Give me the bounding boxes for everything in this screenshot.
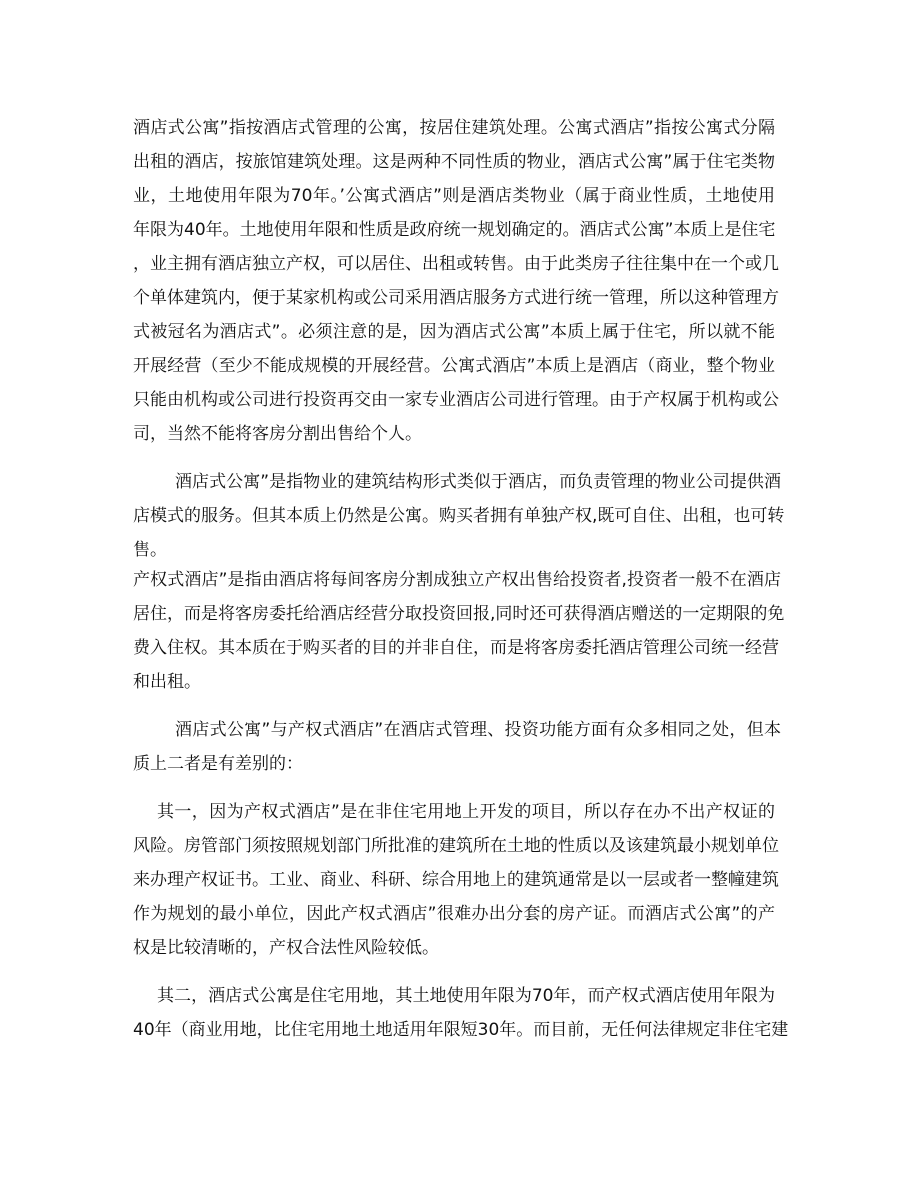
text-line: 和出租。 [133, 672, 201, 692]
text-line: 其一，因为产权式酒店”是在非住宅用地上开发的项目，所以存在办不出产权证的 [157, 802, 775, 822]
text-line: 质上二者是有差别的： [133, 754, 303, 774]
text-line: 个单体建筑内，便于某家机构或公司采用酒店服务方式进行统一管理，所以这种管理方 [133, 288, 779, 308]
text-line: 酒店式公寓”是指物业的建筑结构形式类似于酒店，而负责管理的物业公司提供酒 [175, 472, 781, 492]
text-line: 司，当然不能将客房分割出售给个人。 [133, 424, 422, 444]
text-line: 居住，而是将客房委托给酒店经营分取投资回报,同时还可获得酒店赠送的一定期限的免 [133, 604, 785, 624]
text-line: 店模式的服务。但其本质上仍然是公寓。购买者拥有单独产权,既可自住、出租，也可转 [133, 506, 785, 526]
text-line: 权是比较清晰的，产权合法性风险较低。 [133, 938, 439, 958]
text-line: 来办理产权证书。工业、商业、科研、综合用地上的建筑通常是以一层或者一整幢建筑 [133, 870, 779, 890]
text-line: 式被冠名为酒店式”。必须注意的是，因为酒店式公寓”本质上属于住宅，所以就不能 [133, 322, 775, 342]
text-line: 年限为40年。土地使用年限和性质是政府统一规划确定的。酒店式公寓”本质上是住宅 [133, 220, 776, 240]
text-line: 只能由机构或公司进行投资再交由一家专业酒店公司进行管理。由于产权属于机构或公 [133, 390, 779, 410]
text-line: ，业主拥有酒店独立产权，可以居住、出租或转售。由于此类房子往往集中在一个或几 [133, 254, 779, 274]
text-line: 其二，酒店式公寓是住宅用地，其土地使用年限为70年，而产权式酒店使用年限为 [157, 986, 775, 1006]
text-line: 开展经营（至少不能成规模的开展经营。公寓式酒店”本质上是酒店（商业，整个物业 [133, 356, 775, 376]
text-line: 酒店式公寓”指按酒店式管理的公寓，按居住建筑处理。公寓式酒店”指按公寓式分隔 [133, 118, 775, 138]
text-line: 业，土地使用年限为70年。’公寓式酒店”则是酒店类物业（属于商业性质，土地使用 [133, 186, 775, 206]
text-line: 售。 [133, 540, 167, 560]
text-line: 费入住权。其本质在于购买者的目的并非自住，而是将客房委托酒店管理公司统一经营 [133, 638, 779, 658]
text-line: 40年（商业用地，比住宅用地土地适用年限短30年。而目前，无任何法律规定非住宅建 [133, 1020, 789, 1040]
text-line: 作为规划的最小单位，因此产权式酒店”很难办出分套的房产证。而酒店式公寓”的产 [133, 904, 775, 924]
text-line: 酒店式公寓”与产权式酒店”在酒店式管理、投资功能方面有众多相同之处，但本 [175, 720, 781, 740]
text-line: 风险。房管部门须按照规划部门所批准的建筑所在土地的性质以及该建筑最小规划单位 [133, 836, 779, 856]
text-line: 产权式酒店”是指由酒店将每间客房分割成独立产权出售给投资者,投资者一般不在酒店 [133, 570, 781, 590]
text-line: 出租的酒店，按旅馆建筑处理。这是两种不同性质的物业，酒店式公寓”属于住宅类物 [133, 152, 775, 172]
